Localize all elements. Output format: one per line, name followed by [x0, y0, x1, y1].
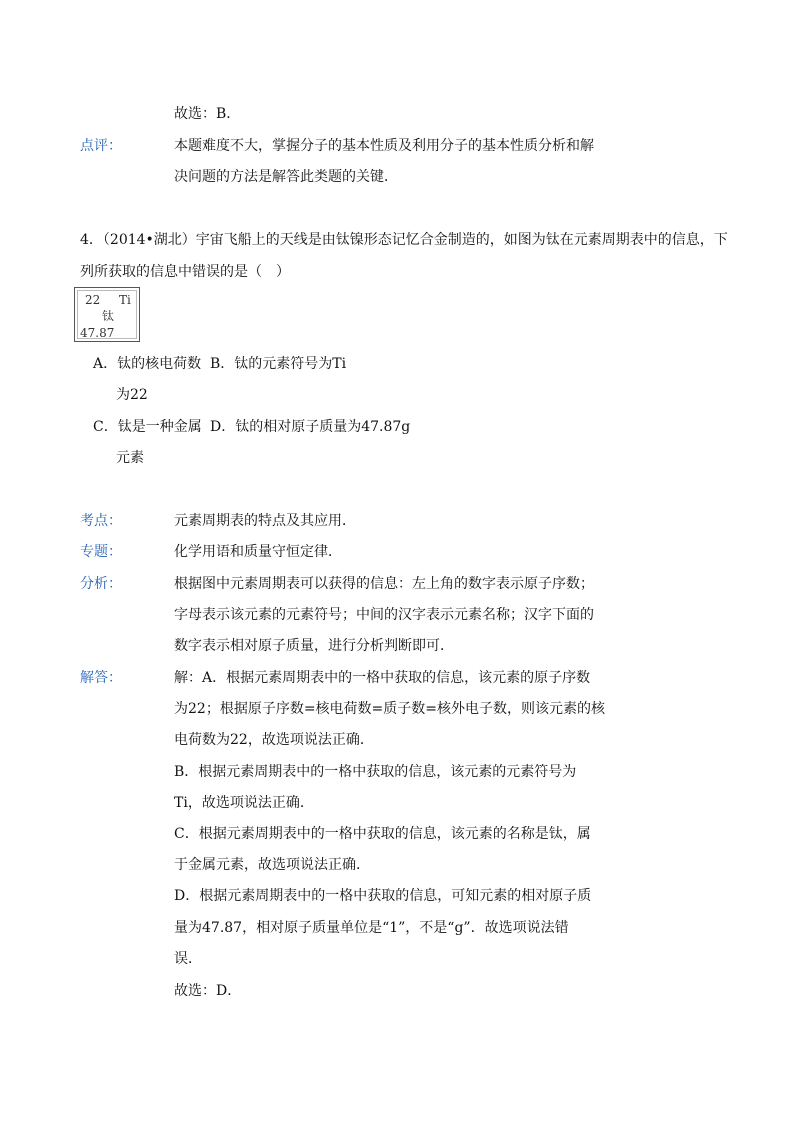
comment-label: 点评： — [80, 138, 122, 154]
jieda-line: D．根据元素周期表中的一格中获取的信息，可知元素的相对原子质 — [174, 888, 592, 904]
atomic-number: 22 — [85, 293, 101, 307]
jieda-line: 电荷数为22，故选项说法正确． — [174, 732, 374, 748]
previous-answer-choice: 故选：B． — [174, 106, 241, 122]
option-a-line2: 为22 — [116, 387, 148, 403]
jieda-line: B．根据元素周期表中的一格中获取的信息，该元素的元素符号为 — [174, 764, 577, 780]
option-c-line2: 元素 — [116, 450, 144, 466]
jieda-label: 解答： — [80, 670, 122, 686]
element-name: 钛 — [102, 309, 115, 323]
fenxi-line3: 数字表示相对原子质量，进行分析判断即可． — [174, 638, 454, 654]
zhuanti-label: 专题： — [80, 544, 122, 560]
element-symbol: Ti — [119, 293, 131, 307]
option-a-line1: A．钛的核电荷数 — [93, 356, 202, 372]
zhuanti-text: 化学用语和质量守恒定律． — [174, 544, 342, 560]
fenxi-line2: 字母表示该元素的元素符号；中间的汉字表示元素名称；汉字下面的 — [174, 607, 594, 623]
comment-text-line1: 本题难度不大，掌握分子的基本性质及利用分子的基本性质分析和解 — [174, 138, 594, 154]
jieda-line: Ti，故选项说法正确． — [174, 795, 314, 811]
atomic-mass: 47.87 — [80, 326, 115, 340]
option-b: B．钛的元素符号为Ti — [210, 356, 347, 372]
question-stem-line1: 4．（2014•湖北）宇宙飞船上的天线是由钛镍形态记忆合金制造的，如图为钛在元素周期表中的信息，下 — [80, 232, 728, 248]
jieda-line: C．根据元素周期表中的一格中获取的信息，该元素的名称是钛，属 — [174, 826, 591, 842]
option-d: D．钛的相对原子质量为47.87g — [210, 419, 411, 435]
periodic-element-card — [74, 287, 140, 342]
jieda-line: 解：A．根据元素周期表中的一格中获取的信息，该元素的原子序数 — [174, 670, 591, 686]
option-c-line1: C．钛是一种金属 — [93, 419, 202, 435]
kaodian-text: 元素周期表的特点及其应用． — [174, 513, 356, 529]
kaodian-label: 考点： — [80, 513, 122, 529]
question-stem-line2: 列所获取的信息中错误的是（ ） — [80, 264, 290, 280]
fenxi-line1: 根据图中元素周期表可以获得的信息：左上角的数字表示原子序数； — [174, 576, 594, 592]
jieda-line: 误． — [174, 951, 202, 967]
comment-text-line2: 决问题的方法是解答此类题的关键． — [174, 169, 398, 185]
jieda-line: 量为47.87，相对原子质量单位是“1”，不是“g”．故选项说法错 — [174, 920, 569, 936]
jieda-line: 于金属元素，故选项说法正确． — [174, 857, 370, 873]
fenxi-label: 分析： — [80, 576, 122, 592]
final-answer: 故选：D． — [174, 983, 242, 999]
jieda-line: 为22；根据原子序数=核电荷数=质子数=核外电子数，则该元素的核 — [174, 701, 606, 717]
